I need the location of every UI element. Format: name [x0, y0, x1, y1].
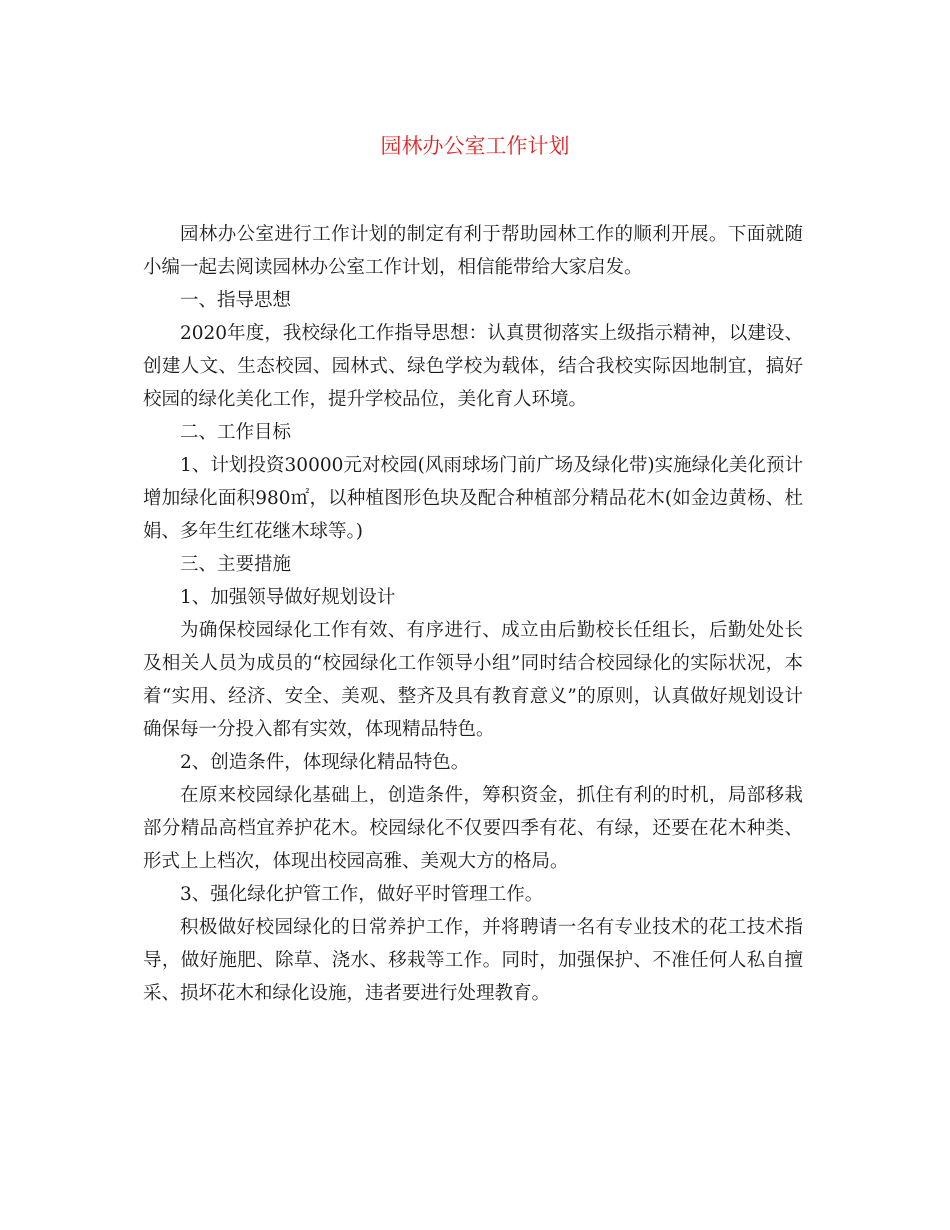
section-heading-main-measures: 三、主要措施 — [180, 554, 292, 575]
paragraph-maintenance: 积极做好校园绿化的日常养护工作，并将聘请一名有专业技术的花工技术指导，做好施肥、除草、浇水、移栽等工作。同时，加强保护、不准任何人私自擅采、损坏花木和绿化设施，违者要进行处理教育。 — [143, 917, 803, 1004]
subheading-create-conditions: 2、创造条件，体现绿化精品特色。 — [180, 752, 470, 773]
document-body — [143, 218, 803, 1010]
subheading-leadership-planning: 1、加强领导做好规划设计 — [180, 587, 396, 608]
section-heading-guiding-ideology: 一、指导思想 — [180, 290, 292, 311]
paragraph-leadership-planning: 为确保校园绿化工作有效、有序进行、成立由后勤校长任组长，后勤处处长及相关人员为成员的“校园绿化工作领导小组”同时结合校园绿化的实际状况，本着“实用、经济、安全、美观、整齐及具有教育意义”的原则，认真做好规划设计确保每一分投入都有实效，体现精品特色。 — [143, 620, 803, 740]
document-title: 园林办公室工作计划 — [380, 134, 570, 158]
paragraph-intro: 园林办公室进行工作计划的制定有利于帮助园林工作的顺利开展。下面就随小编一起去阅读园林办公室工作计划，相信能带给大家启发。 — [143, 224, 803, 278]
paragraph-guiding-ideology: 2020年度，我校绿化工作指导思想：认真贯彻落实上级指示精神，以建设、创建人文、生态校园、园林式、绿色学校为载体，结合我校实际因地制宜，搞好校园的绿化美化工作，提升学校品位，美化育人环境。 — [143, 323, 803, 410]
subheading-maintenance: 3、强化绿化护管工作，做好平时管理工作。 — [180, 884, 544, 905]
paragraph-create-conditions: 在原来校园绿化基础上，创造条件，筹积资金，抓住有利的时机，局部移栽部分精品高档宜养护花木。校园绿化不仅要四季有花、有绿，还要在花木种类、形式上上档次，体现出校园高雅、美观大方的格局。 — [143, 785, 803, 872]
section-heading-work-goals: 二、工作目标 — [180, 422, 292, 443]
paragraph-work-goals: 1、计划投资30000元对校园(风雨球场门前广场及绿化带)实施绿化美化预计增加绿化面积980㎡，以种植图形色块及配合种植部分精品花木(如金边黄杨、杜娟、多年生红花继木球等。) — [143, 455, 803, 542]
